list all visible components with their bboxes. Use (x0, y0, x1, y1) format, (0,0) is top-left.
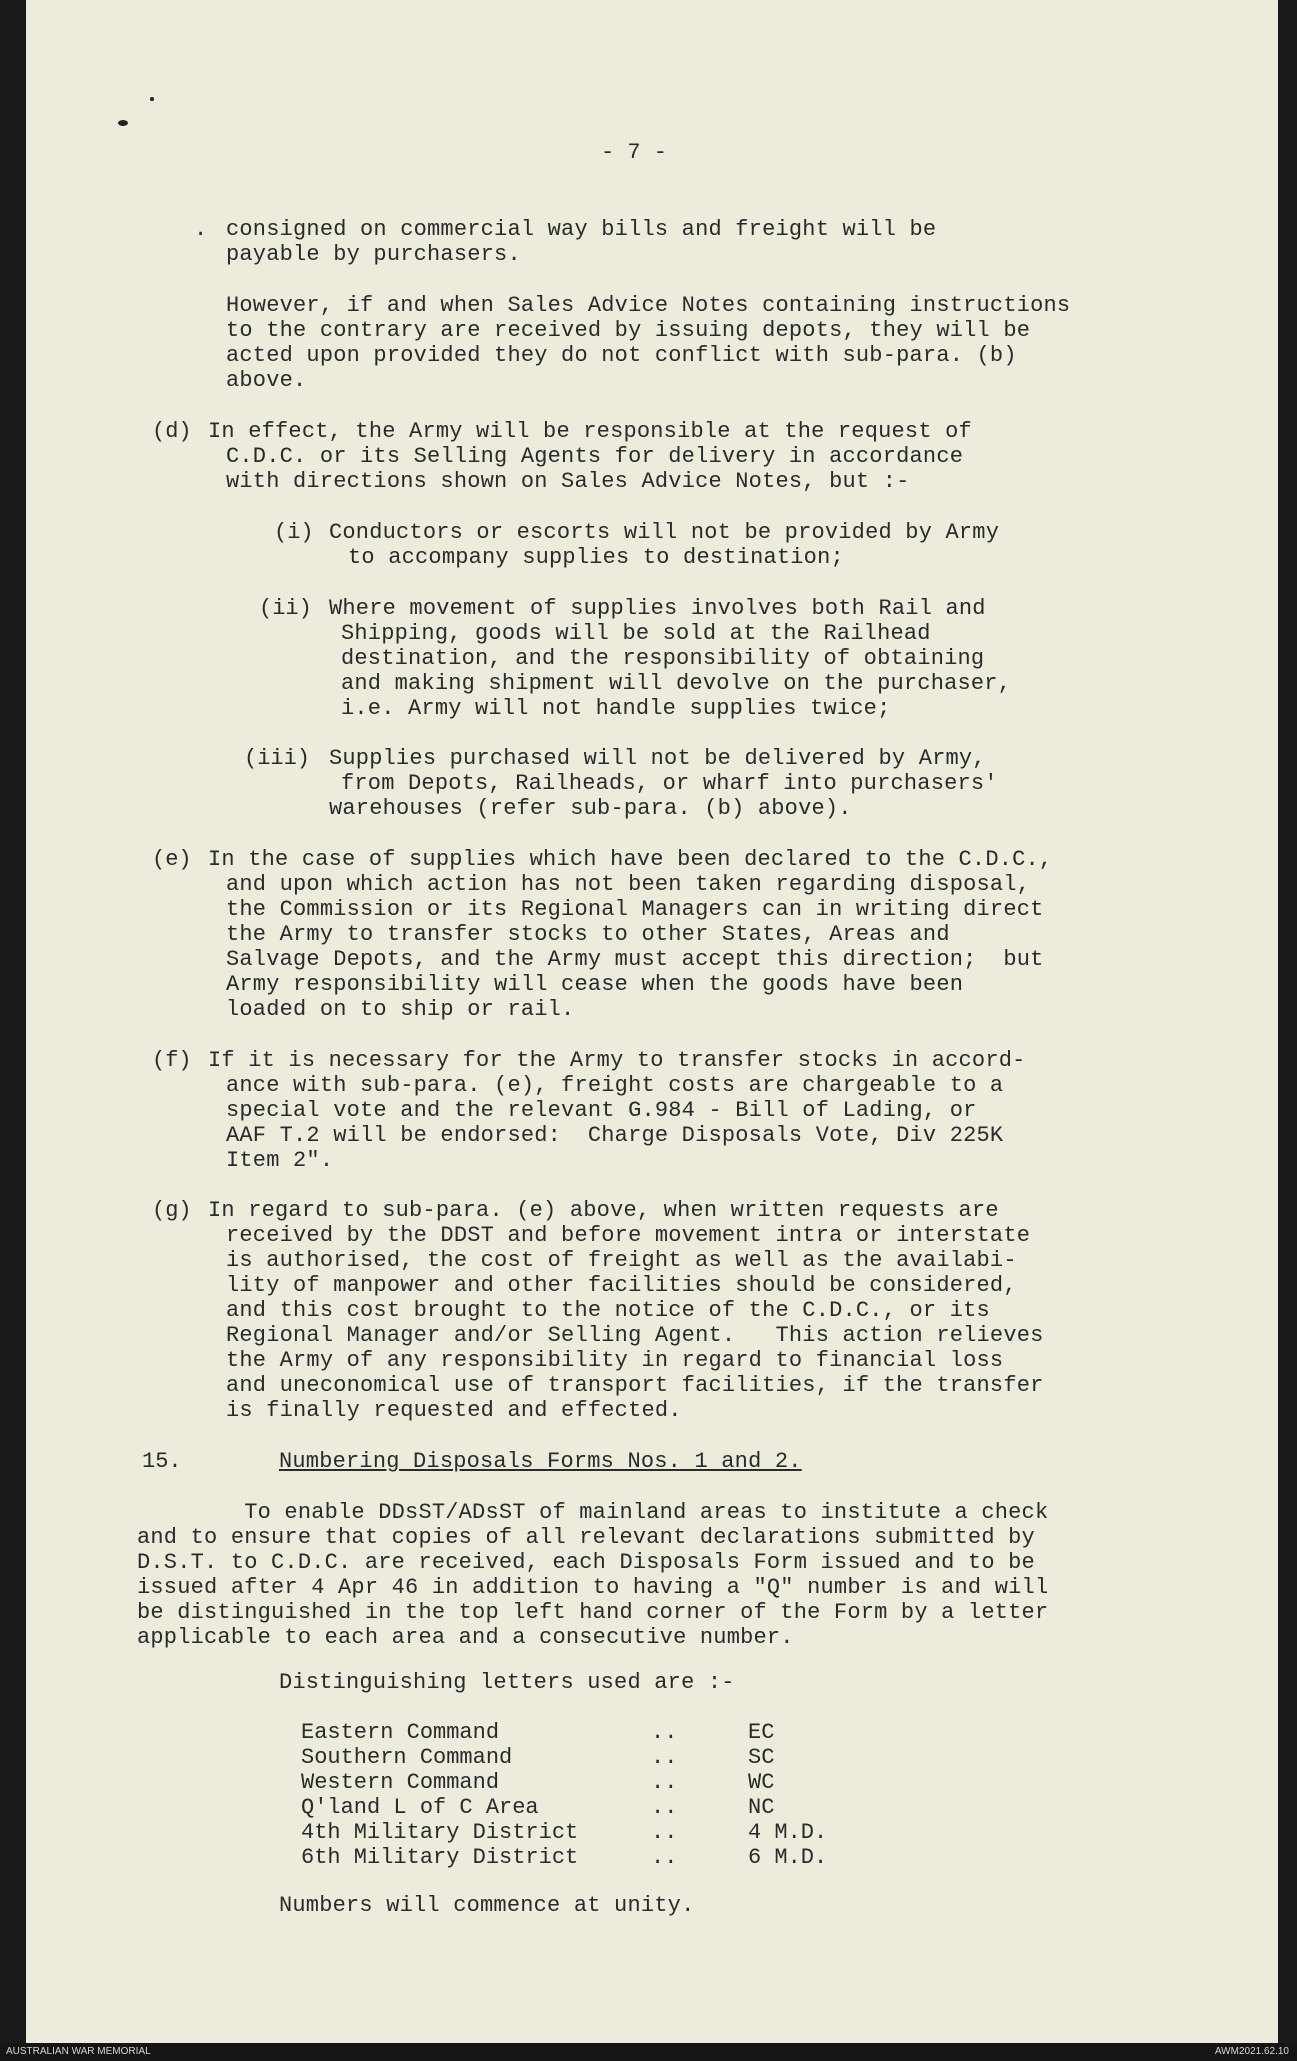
command-code: NC (748, 1795, 775, 1820)
para-d-line: with directions shown on Sales Advice Notes, but :- (226, 469, 910, 494)
para-g-line: is authorised, the cost of freight as well as the availabi- (226, 1248, 1017, 1273)
leader-dots: .. (651, 1820, 678, 1845)
para-g-line: lity of manpower and other facilities should be considered, (226, 1273, 1017, 1298)
however-line: acted upon provided they do not conflict with sub-para. (b) (226, 343, 1017, 368)
section-15-line: issued after 4 Apr 46 in addition to having a "Q" number is and will (137, 1575, 1049, 1600)
intro-line: payable by purchasers. (226, 242, 521, 267)
document-page (26, 0, 1278, 2043)
sub-ii-line: i.e. Army will not handle supplies twice; (341, 696, 891, 721)
para-f-line: Item 2". (226, 1148, 334, 1173)
command-code: SC (748, 1745, 775, 1770)
command-name: 6th Military District (301, 1845, 579, 1870)
section-title: Numbering Disposals Forms Nos. 1 and 2. (279, 1449, 802, 1474)
section-15-line: applicable to each area and a consecutive number. (137, 1625, 794, 1650)
command-name: Eastern Command (301, 1720, 500, 1745)
sub-i-line: to accompany supplies to destination; (348, 545, 844, 570)
para-g-line: received by the DDST and before movement intra or interstate (226, 1223, 1031, 1248)
section-15-line: To enable DDsST/ADsST of mainland areas to institute a check (137, 1500, 1049, 1525)
sub-i-line: Conductors or escorts will not be provided by Army (329, 520, 1000, 545)
command-name: 4th Military District (301, 1820, 579, 1845)
section-15-line: be distinguished in the top left hand corner of the Form by a letter (137, 1600, 1049, 1625)
para-e-line: the Army to transfer stocks to other States, Areas and (226, 922, 950, 947)
bullet-dot: . (194, 217, 208, 242)
sub-iii-line: from Depots, Railheads, or wharf into purchasers' (341, 771, 998, 796)
sub-ii-line: Shipping, goods will be sold at the Railhead (341, 621, 931, 646)
leader-dots: .. (651, 1795, 678, 1820)
sub-ii-label: (ii) (259, 596, 312, 621)
command-code: EC (748, 1720, 775, 1745)
command-code: 4 M.D. (748, 1820, 828, 1845)
sub-iii-line: warehouses (refer sub-para. (b) above). (329, 796, 852, 821)
command-name: Western Command (301, 1770, 500, 1795)
footer-institution: AUSTRALIAN WAR MEMORIAL (6, 2046, 151, 2057)
section-15-line: and to ensure that copies of all relevant declarations submitted by (137, 1525, 1035, 1550)
para-e-line: Army responsibility will cease when the goods have been (226, 972, 964, 997)
para-f-label: (f) (152, 1048, 192, 1073)
para-f-line: AAF T.2 will be endorsed: Charge Disposals Vote, Div 225K (226, 1123, 1004, 1148)
leader-dots: .. (651, 1845, 678, 1870)
letters-intro: Distinguishing letters used are :- (279, 1670, 735, 1695)
para-f-line: special vote and the relevant G.984 - Bill of Lading, or (226, 1098, 977, 1123)
para-f-line: If it is necessary for the Army to transfer stocks in accord- (208, 1048, 1026, 1073)
sub-i-label: (i) (274, 520, 314, 545)
however-line: However, if and when Sales Advice Notes containing instructions (226, 293, 1071, 318)
sub-iii-line: Supplies purchased will not be delivered by Army, (329, 746, 986, 771)
para-g-line: and uneconomical use of transport facilities, if the transfer (226, 1373, 1044, 1398)
para-e-line: and upon which action has not been taken regarding disposal, (226, 872, 1031, 897)
para-d-line: C.D.C. or its Selling Agents for delivery in accordance (226, 444, 964, 469)
sub-ii-line: Where movement of supplies involves both Rail and (329, 596, 986, 621)
ink-mark (150, 97, 154, 101)
para-e-line: Salvage Depots, and the Army must accept this direction; but (226, 947, 1044, 972)
sub-iii-label: (iii) (244, 746, 311, 771)
para-e-label: (e) (152, 847, 192, 872)
sub-ii-line: and making shipment will devolve on the purchaser, (341, 671, 1012, 696)
para-g-line: is finally requested and effected. (226, 1398, 682, 1423)
sub-ii-line: destination, and the responsibility of obtaining (341, 646, 985, 671)
command-code: 6 M.D. (748, 1845, 828, 1870)
section-15-line: D.S.T. to C.D.C. are received, each Disposals Form issued and to be (137, 1550, 1035, 1575)
archive-footer (0, 2043, 1297, 2061)
however-line: above. (226, 368, 307, 393)
para-g-line: In regard to sub-para. (e) above, when written requests are (208, 1198, 999, 1223)
ink-mark (118, 120, 128, 126)
para-f-line: ance with sub-para. (e), freight costs are chargeable to a (226, 1073, 1004, 1098)
however-line: to the contrary are received by issuing depots, they will be (226, 318, 1031, 343)
leader-dots: .. (651, 1720, 678, 1745)
intro-line: consigned on commercial way bills and freight will be (226, 217, 937, 242)
para-d-line: In effect, the Army will be responsible at the request of (208, 419, 972, 444)
command-name: Southern Command (301, 1745, 513, 1770)
leader-dots: .. (651, 1770, 678, 1795)
command-code: WC (748, 1770, 775, 1795)
para-e-line: In the case of supplies which have been declared to the C.D.C., (208, 847, 1053, 872)
command-name: Q'land L of C Area (301, 1795, 539, 1820)
para-g-label: (g) (152, 1198, 192, 1223)
closing-line: Numbers will commence at unity. (279, 1893, 695, 1918)
para-d-label: (d) (152, 419, 192, 444)
para-g-line: the Army of any responsibility in regard to financial loss (226, 1348, 1004, 1373)
para-e-line: loaded on to ship or rail. (226, 997, 575, 1022)
page-number: - 7 - (601, 140, 668, 165)
para-g-line: and this cost brought to the notice of the C.D.C., or its (226, 1298, 990, 1323)
section-number: 15. (142, 1449, 182, 1474)
leader-dots: .. (651, 1745, 678, 1770)
para-g-line: Regional Manager and/or Selling Agent. This action relieves (226, 1323, 1044, 1348)
footer-reference: AWM2021.62.10 (1214, 2046, 1289, 2057)
para-e-line: the Commission or its Regional Managers can in writing direct (226, 897, 1044, 922)
